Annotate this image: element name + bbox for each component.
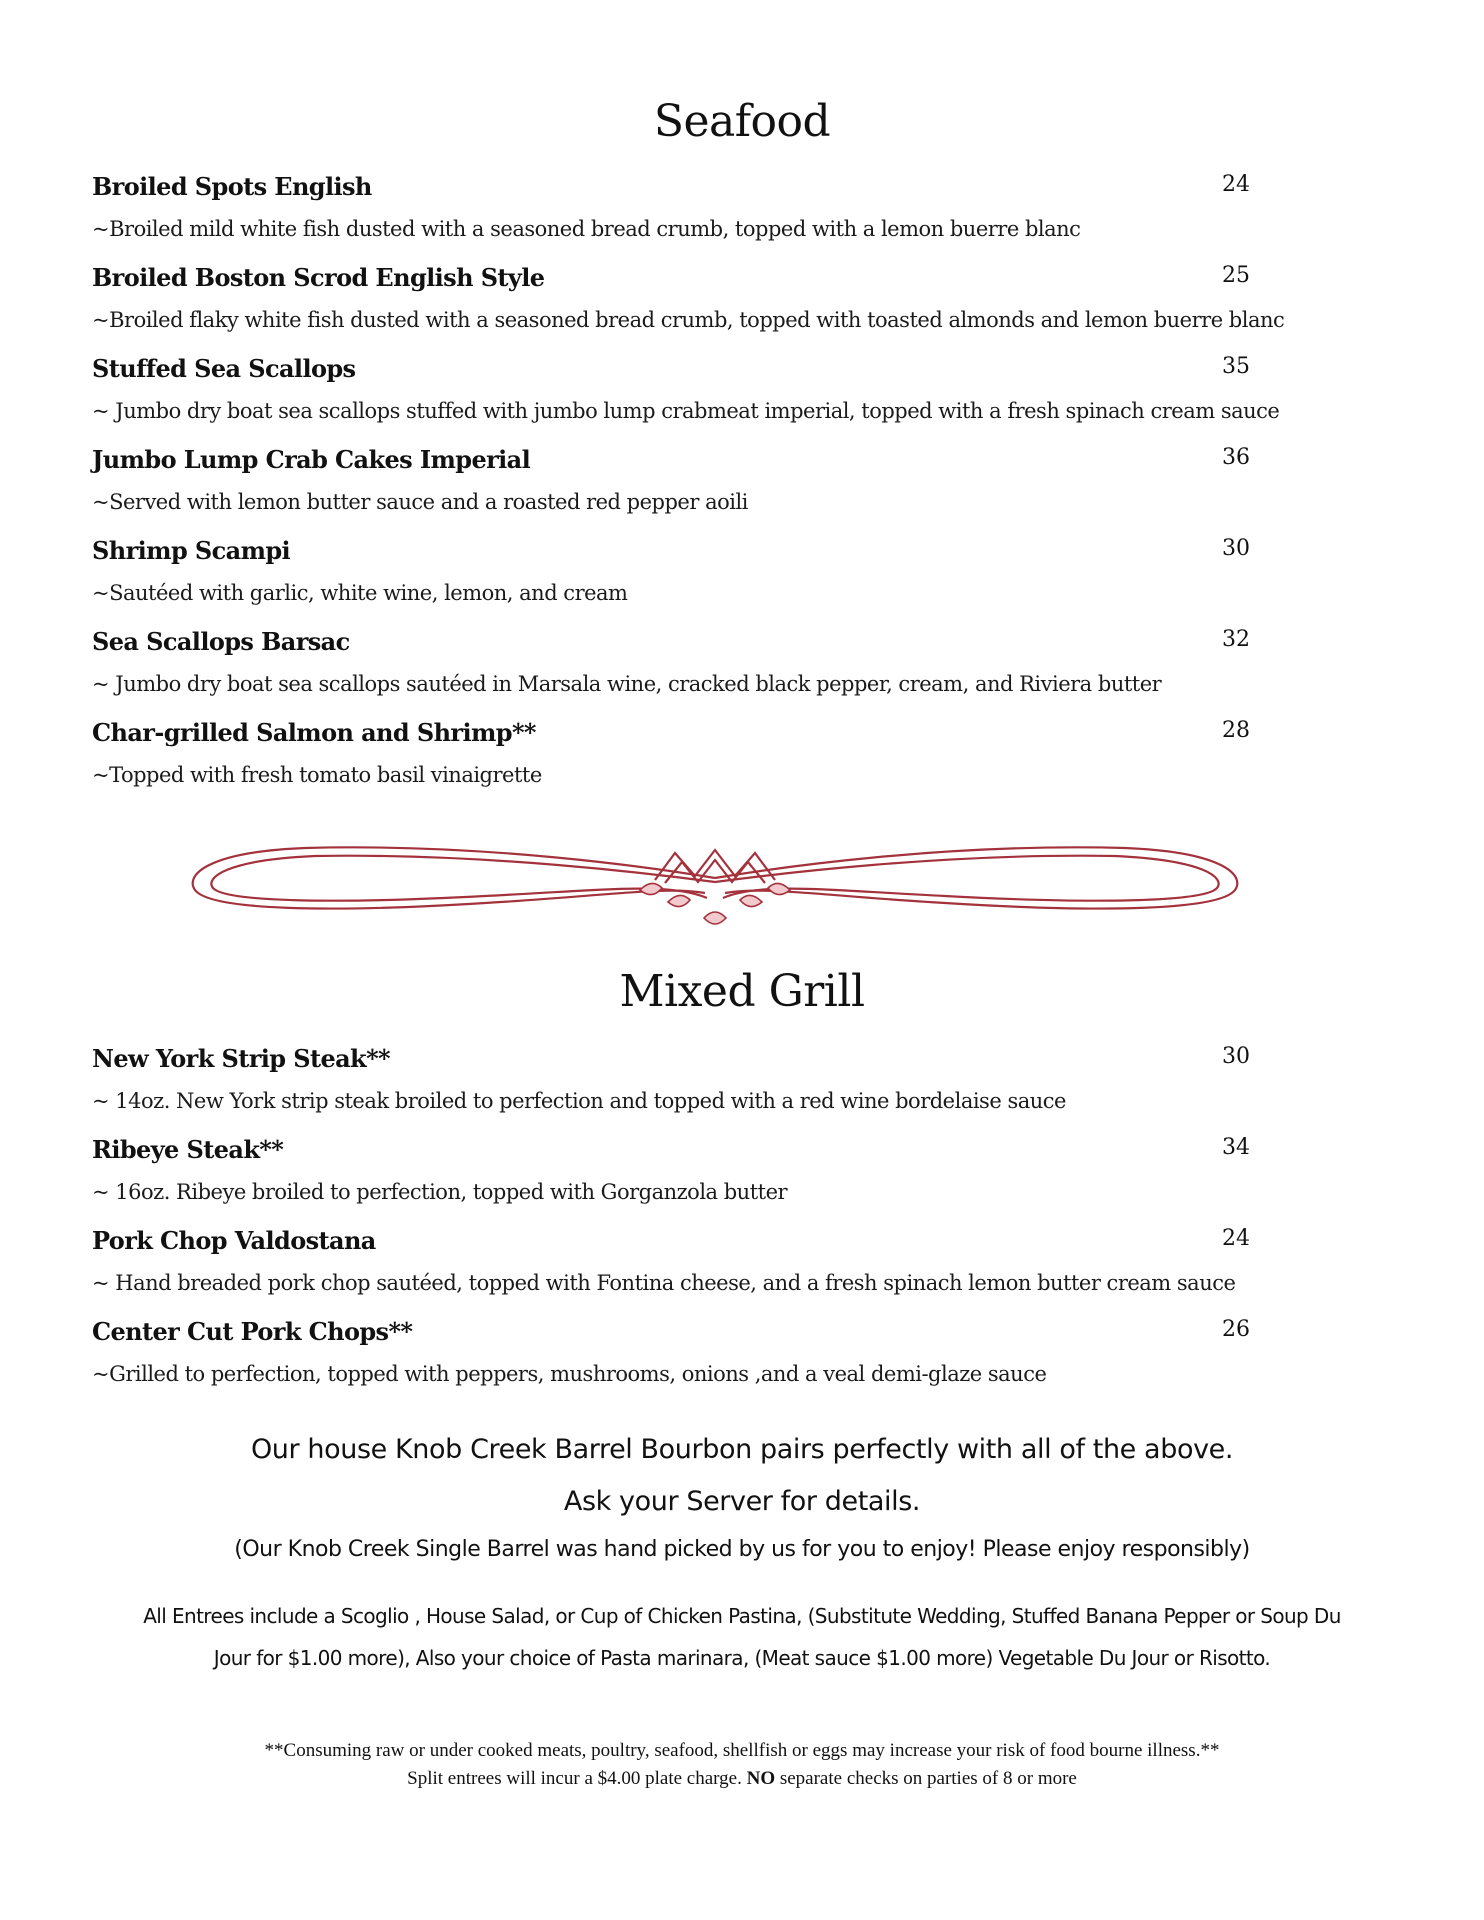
- bourbon-promo-note: (Our Knob Creek Single Barrel was hand picked by us for you to enjoy! Please enjoy responsibly): [234, 1537, 1250, 1562]
- menu-item: [92, 1135, 1282, 1226]
- menu-item: [92, 263, 1285, 354]
- item-name: Sea Scallops Barsac: [92, 627, 350, 656]
- item-name: Jumbo Lump Crab Cakes Imperial: [92, 445, 531, 474]
- seafood-heading: Seafood: [653, 96, 831, 147]
- item-name: Pork Chop Valdostana: [92, 1226, 376, 1255]
- item-price: 34: [1222, 1135, 1250, 1160]
- menu-item: [92, 627, 1282, 718]
- item-name: Ribeye Steak**: [92, 1135, 284, 1164]
- item-price: 35: [1222, 354, 1250, 379]
- split-charge-emphasis: NO: [746, 1768, 776, 1789]
- item-price: 30: [1222, 536, 1250, 561]
- item-description: ~Broiled flaky white fish dusted with a seasoned bread crumb, topped with toasted almonds and lemon buerre blanc: [92, 308, 1285, 332]
- seafood-list: [92, 172, 1285, 809]
- item-description: ~Served with lemon butter sauce and a roasted red pepper aoili: [92, 490, 748, 514]
- item-price: 24: [1222, 1226, 1250, 1251]
- menu-item: [92, 536, 1282, 627]
- item-description: ~ Jumbo dry boat sea scallops stuffed with jumbo lump crabmeat imperial, topped with a fresh spinach cream sauce: [92, 399, 1280, 423]
- menu-item: [92, 1226, 1282, 1317]
- item-name: Char-grilled Salmon and Shrimp**: [92, 718, 536, 747]
- item-description: ~Grilled to perfection, topped with peppers, mushrooms, onions ,and a veal demi-glaze sauce: [92, 1362, 1047, 1386]
- split-charge-text: Split entrees will incur a $4.00 plate charge.: [407, 1768, 747, 1789]
- entree-includes-line: All Entrees include a Scoglio , House Salad, or Cup of Chicken Pastina, (Substitute Wedding, Stuffed Banana Pepper or Soup Du: [143, 1604, 1341, 1628]
- entree-includes-line: Jour for $1.00 more), Also your choice of Pasta marinara, (Meat sauce $1.00 more) Vegetable Du Jour or Risotto.: [213, 1646, 1271, 1670]
- mixed-grill-heading: Mixed Grill: [619, 966, 865, 1017]
- item-description: ~ 14oz. New York strip steak broiled to perfection and topped with a red wine bordelaise sauce: [92, 1089, 1066, 1113]
- menu-item: [92, 1044, 1282, 1135]
- menu-item: [92, 172, 1282, 263]
- item-name: Shrimp Scampi: [92, 536, 291, 565]
- item-name: Broiled Spots English: [92, 172, 372, 201]
- menu-item: [92, 718, 1282, 809]
- menu-item: [92, 1317, 1282, 1408]
- item-description: ~Broiled mild white fish dusted with a seasoned bread crumb, topped with a lemon buerre blanc: [92, 217, 1081, 241]
- split-charge-note: [0, 1768, 1484, 1790]
- item-name: Stuffed Sea Scallops: [92, 354, 356, 383]
- item-description: ~ 16oz. Ribeye broiled to perfection, topped with Gorganzola butter: [92, 1180, 788, 1204]
- menu-item: [92, 354, 1282, 445]
- item-description: ~ Jumbo dry boat sea scallops sautéed in Marsala wine, cracked black pepper, cream, and Riviera butter: [92, 672, 1162, 696]
- item-name: Center Cut Pork Chops**: [92, 1317, 413, 1346]
- item-name: Broiled Boston Scrod English Style: [92, 263, 545, 292]
- item-price: 30: [1222, 1044, 1250, 1069]
- item-description: ~Topped with fresh tomato basil vinaigrette: [92, 763, 542, 787]
- item-description: ~Sautéed with garlic, white wine, lemon, and cream: [92, 581, 628, 605]
- item-description: ~ Hand breaded pork chop sautéed, topped with Fontina cheese, and a fresh spinach lemon butter cream sauce: [92, 1271, 1236, 1295]
- item-price: 32: [1222, 627, 1250, 652]
- ornament-divider-icon: [185, 838, 1245, 930]
- item-price: 36: [1222, 445, 1250, 470]
- mixed-grill-list: [92, 1044, 1282, 1408]
- item-price: 24: [1222, 172, 1250, 197]
- menu-item: [92, 445, 1282, 536]
- item-price: 26: [1222, 1317, 1250, 1342]
- item-name: New York Strip Steak**: [92, 1044, 390, 1073]
- split-charge-text: separate checks on parties of 8 or more: [775, 1768, 1077, 1789]
- bourbon-promo-line: Ask your Server for details.: [563, 1486, 921, 1517]
- bourbon-promo-line: Our house Knob Creek Barrel Bourbon pairs perfectly with all of the above.: [250, 1434, 1234, 1465]
- food-safety-warning: **Consuming raw or under cooked meats, poultry, seafood, shellfish or eggs may increase your risk of food bourne illness.**: [264, 1740, 1220, 1761]
- item-price: 25: [1222, 263, 1250, 288]
- item-price: 28: [1222, 718, 1250, 743]
